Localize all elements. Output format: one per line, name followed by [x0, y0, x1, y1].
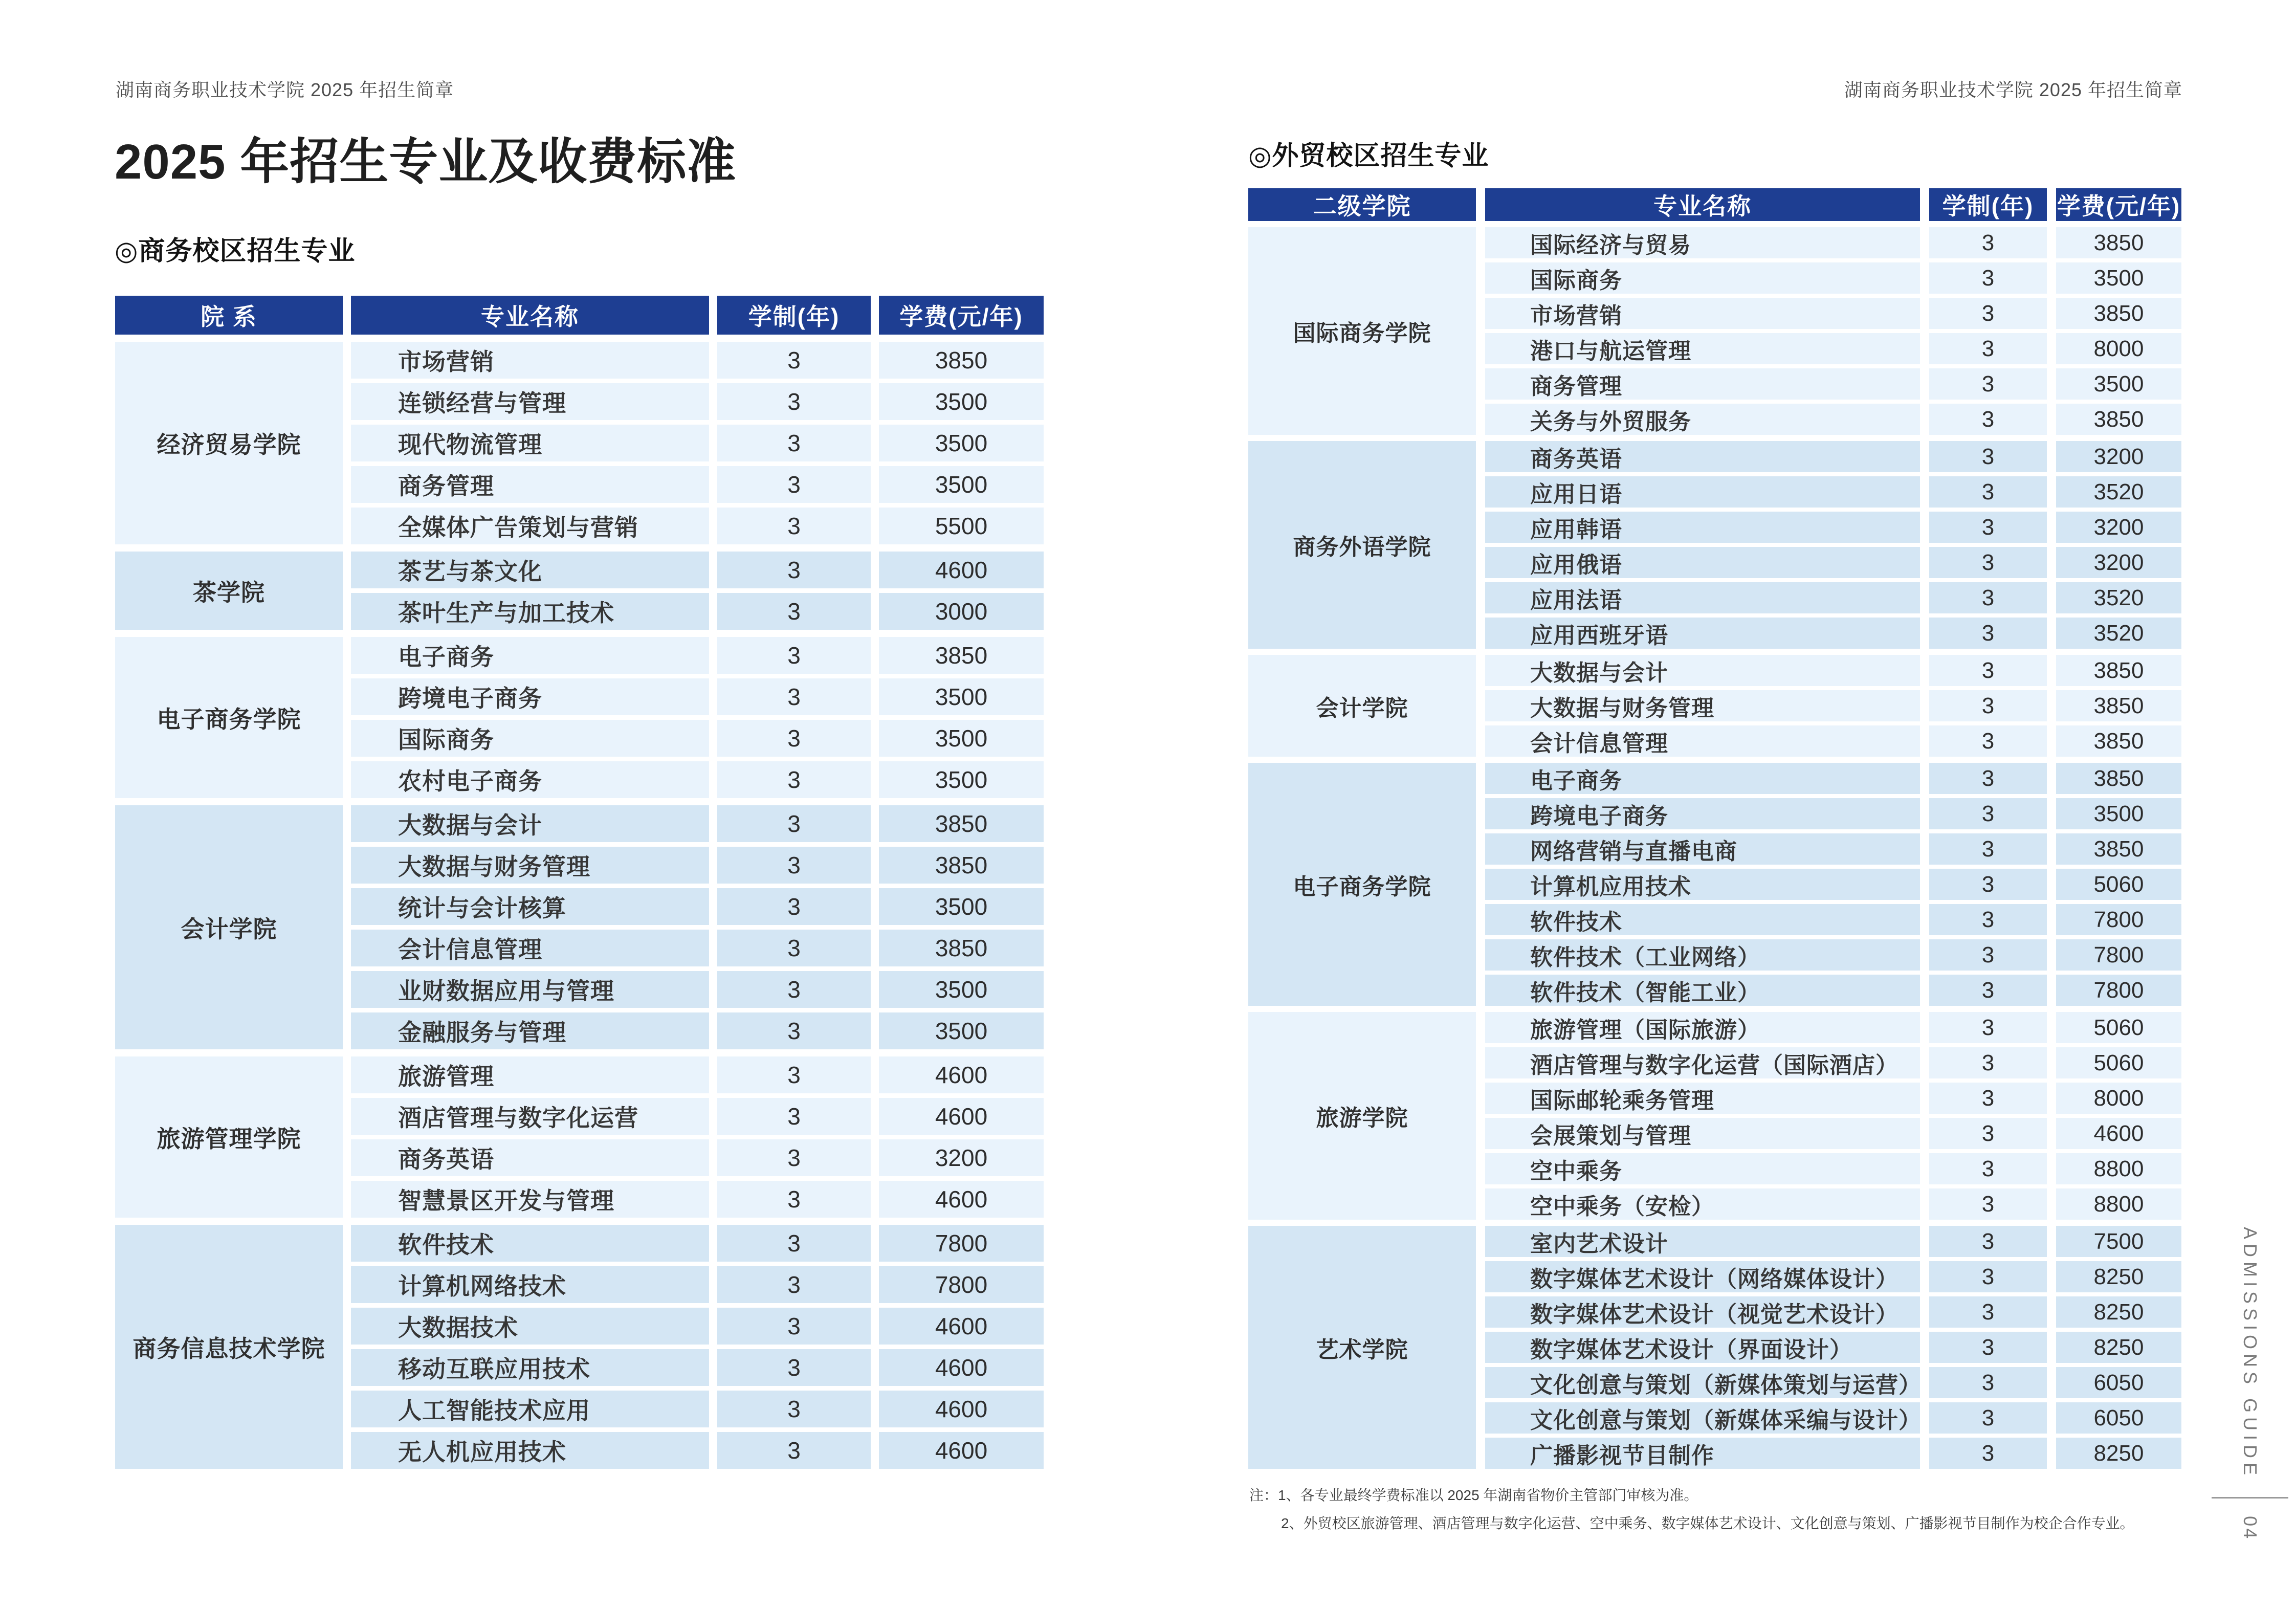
fee-cell: 8250 — [2056, 1332, 2181, 1363]
fee-cell: 7800 — [2056, 939, 2181, 971]
column-header: 学制(年) — [1929, 188, 2047, 221]
table-header-row — [115, 296, 1044, 335]
years-cell: 3 — [717, 1349, 871, 1386]
college-group — [1248, 1226, 2181, 1469]
college-cell: 电子商务学院 — [115, 637, 343, 798]
years-cell: 3 — [1929, 904, 2047, 935]
fee-cell: 3850 — [2056, 690, 2181, 721]
fee-cell: 3000 — [879, 593, 1044, 630]
college-group — [1248, 1012, 2181, 1220]
fee-cell: 5060 — [2056, 1012, 2181, 1043]
college-group — [115, 342, 1044, 544]
fee-cell: 3850 — [2056, 655, 2181, 686]
years-cell: 3 — [717, 888, 871, 925]
major-name-cell: 茶叶生产与加工技术 — [351, 593, 709, 630]
footnote-1: 注：1、各专业最终学费标准以 2025 年湖南省物价主管部门审核为准。 — [1249, 1487, 1698, 1503]
years-cell: 3 — [717, 1432, 871, 1469]
years-cell: 3 — [1929, 333, 2047, 364]
years-cell: 3 — [1929, 1188, 2047, 1220]
major-name-cell: 数字媒体艺术设计（网络媒体设计） — [1485, 1261, 1920, 1292]
fee-cell: 3500 — [879, 888, 1044, 925]
business-campus-fee-table — [115, 296, 1044, 1469]
major-name-cell: 金融服务与管理 — [351, 1012, 709, 1049]
major-name-cell: 会展策划与管理 — [1485, 1118, 1920, 1149]
major-name-cell: 应用法语 — [1485, 582, 1920, 613]
major-name-cell: 会计信息管理 — [351, 930, 709, 966]
fee-cell: 4600 — [879, 1432, 1044, 1469]
fee-cell: 3200 — [2056, 441, 2181, 472]
college-group — [115, 552, 1044, 630]
years-cell: 3 — [717, 1056, 871, 1093]
major-name-cell: 软件技术（工业网络） — [1485, 939, 1920, 971]
major-name-cell: 大数据与会计 — [351, 805, 709, 842]
major-name-cell: 国际经济与贸易 — [1485, 227, 1920, 258]
years-cell: 3 — [1929, 618, 2047, 649]
major-name-cell: 空中乘务（安检） — [1485, 1188, 1920, 1220]
fee-cell: 7500 — [2056, 1226, 2181, 1257]
college-cell: 电子商务学院 — [1248, 763, 1476, 1006]
major-name-cell: 全媒体广告策划与营销 — [351, 508, 709, 544]
years-cell: 3 — [717, 971, 871, 1008]
foreign-trade-campus-fee-table — [1248, 188, 2181, 1469]
college-group — [115, 805, 1044, 1049]
fee-cell: 6050 — [2056, 1402, 2181, 1434]
fee-cell: 3500 — [879, 1012, 1044, 1049]
major-name-cell: 智慧景区开发与管理 — [351, 1181, 709, 1218]
page-edge-rail — [2228, 1227, 2271, 1608]
college-cell: 商务信息技术学院 — [115, 1225, 343, 1469]
major-name-cell: 跨境电子商务 — [1485, 798, 1920, 829]
years-cell: 3 — [717, 342, 871, 379]
fee-cell: 3850 — [2056, 763, 2181, 794]
major-name-cell: 软件技术（智能工业） — [1485, 975, 1920, 1006]
major-name-cell: 空中乘务 — [1485, 1153, 1920, 1184]
fee-cell: 7800 — [879, 1266, 1044, 1303]
major-name-cell: 市场营销 — [351, 342, 709, 379]
fee-cell: 8250 — [2056, 1296, 2181, 1328]
years-cell: 3 — [1929, 512, 2047, 543]
years-cell: 3 — [1929, 1083, 2047, 1114]
years-cell: 3 — [1929, 368, 2047, 400]
college-group — [115, 1056, 1044, 1218]
fee-cell: 3520 — [2056, 618, 2181, 649]
years-cell: 3 — [1929, 763, 2047, 794]
major-name-cell: 国际商务 — [1485, 262, 1920, 294]
column-header: 学费(元/年) — [879, 296, 1044, 335]
years-cell: 3 — [1929, 655, 2047, 686]
years-cell: 3 — [717, 1012, 871, 1049]
fee-cell: 7800 — [2056, 904, 2181, 935]
fee-cell: 5500 — [879, 508, 1044, 544]
years-cell: 3 — [1929, 1153, 2047, 1184]
fee-cell: 3500 — [879, 761, 1044, 798]
years-cell: 3 — [1929, 1226, 2047, 1257]
years-cell: 3 — [717, 508, 871, 544]
page-number: 04 — [2240, 1516, 2261, 1541]
fee-cell: 3850 — [2056, 227, 2181, 258]
column-header: 专业名称 — [351, 296, 709, 335]
running-header-right: 湖南商务职业技术学院 2025 年招生简章 — [1844, 79, 2182, 100]
years-cell: 3 — [717, 466, 871, 503]
major-name-cell: 统计与会计核算 — [351, 888, 709, 925]
fee-cell: 3500 — [879, 383, 1044, 420]
fee-cell: 3850 — [2056, 725, 2181, 757]
major-name-cell: 广播影视节目制作 — [1485, 1438, 1920, 1469]
years-cell: 3 — [1929, 227, 2047, 258]
major-name-cell: 港口与航运管理 — [1485, 333, 1920, 364]
major-name-cell: 计算机应用技术 — [1485, 869, 1920, 900]
major-name-cell: 酒店管理与数字化运营 — [351, 1098, 709, 1135]
fee-cell: 3850 — [879, 847, 1044, 884]
major-name-cell: 文化创意与策划（新媒体采编与设计） — [1485, 1402, 1920, 1434]
major-name-cell: 大数据技术 — [351, 1308, 709, 1345]
fee-cell: 4600 — [879, 1391, 1044, 1427]
major-name-cell: 应用韩语 — [1485, 512, 1920, 543]
major-name-cell: 大数据与财务管理 — [351, 847, 709, 884]
years-cell: 3 — [1929, 298, 2047, 329]
college-group — [115, 1225, 1044, 1469]
fee-cell: 3500 — [879, 678, 1044, 715]
major-name-cell: 市场营销 — [1485, 298, 1920, 329]
major-name-cell: 业财数据应用与管理 — [351, 971, 709, 1008]
major-name-cell: 茶艺与茶文化 — [351, 552, 709, 588]
fee-cell: 3500 — [2056, 262, 2181, 294]
fee-cell: 3850 — [879, 805, 1044, 842]
fee-cell: 4600 — [879, 1098, 1044, 1135]
years-cell: 3 — [717, 805, 871, 842]
business-campus-subtitle: ◎商务校区招生专业 — [115, 236, 356, 266]
years-cell: 3 — [717, 1225, 871, 1262]
fee-cell: 3500 — [879, 466, 1044, 503]
major-name-cell: 现代物流管理 — [351, 425, 709, 461]
fee-cell: 3500 — [879, 425, 1044, 461]
major-name-cell: 计算机网络技术 — [351, 1266, 709, 1303]
fee-cell: 4600 — [879, 1349, 1044, 1386]
years-cell: 3 — [1929, 1332, 2047, 1363]
major-name-cell: 人工智能技术应用 — [351, 1391, 709, 1427]
major-name-cell: 会计信息管理 — [1485, 725, 1920, 757]
years-cell: 3 — [717, 1308, 871, 1345]
college-group — [115, 637, 1044, 798]
column-header: 学制(年) — [717, 296, 871, 335]
fee-cell: 3500 — [879, 971, 1044, 1008]
years-cell: 3 — [1929, 1296, 2047, 1328]
college-cell: 会计学院 — [1248, 655, 1476, 757]
column-header: 院 系 — [115, 296, 343, 335]
years-cell: 3 — [1929, 725, 2047, 757]
table-header-row — [1248, 188, 2181, 221]
running-header-left: 湖南商务职业技术学院 2025 年招生简章 — [116, 79, 454, 100]
college-cell: 茶学院 — [115, 552, 343, 630]
fee-cell: 3520 — [2056, 582, 2181, 613]
foreign-trade-campus-subtitle: ◎外贸校区招生专业 — [1248, 141, 1489, 171]
admissions-guide-vertical-label: ADMISSIONS GUIDE — [2240, 1227, 2261, 1480]
fee-cell: 8250 — [2056, 1438, 2181, 1469]
years-cell: 3 — [1929, 262, 2047, 294]
major-name-cell: 文化创意与策划（新媒体策划与运营） — [1485, 1367, 1920, 1398]
years-cell: 3 — [1929, 833, 2047, 865]
fee-cell: 4600 — [879, 1181, 1044, 1218]
years-cell: 3 — [717, 593, 871, 630]
years-cell: 3 — [717, 1266, 871, 1303]
major-name-cell: 应用俄语 — [1485, 547, 1920, 578]
years-cell: 3 — [717, 1181, 871, 1218]
fee-cell: 8250 — [2056, 1261, 2181, 1292]
fee-cell: 3850 — [879, 637, 1044, 674]
column-header: 学费(元/年) — [2056, 188, 2181, 221]
years-cell: 3 — [717, 930, 871, 966]
years-cell: 3 — [1929, 975, 2047, 1006]
column-header: 专业名称 — [1485, 188, 1920, 221]
major-name-cell: 大数据与财务管理 — [1485, 690, 1920, 721]
fee-cell: 3850 — [879, 930, 1044, 966]
major-name-cell: 数字媒体艺术设计（界面设计） — [1485, 1332, 1920, 1363]
major-name-cell: 商务英语 — [1485, 441, 1920, 472]
major-name-cell: 大数据与会计 — [1485, 655, 1920, 686]
fee-cell: 5060 — [2056, 869, 2181, 900]
years-cell: 3 — [1929, 690, 2047, 721]
years-cell: 3 — [1929, 1012, 2047, 1043]
years-cell: 3 — [717, 720, 871, 757]
fee-cell: 8000 — [2056, 333, 2181, 364]
major-name-cell: 电子商务 — [1485, 763, 1920, 794]
years-cell: 3 — [1929, 1261, 2047, 1292]
years-cell: 3 — [717, 637, 871, 674]
major-name-cell: 应用西班牙语 — [1485, 618, 1920, 649]
fee-cell: 7800 — [879, 1225, 1044, 1262]
years-cell: 3 — [717, 678, 871, 715]
fee-cell: 4600 — [879, 1056, 1044, 1093]
years-cell: 3 — [717, 425, 871, 461]
years-cell: 3 — [717, 847, 871, 884]
major-name-cell: 农村电子商务 — [351, 761, 709, 798]
footnote-2: 2、外贸校区旅游管理、酒店管理与数字化运营、空中乘务、数字媒体艺术设计、文化创意与策划、广播影视节目制作为校企合作专业。 — [1281, 1515, 2134, 1531]
major-name-cell: 软件技术 — [351, 1225, 709, 1262]
fee-cell: 3500 — [2056, 368, 2181, 400]
college-group — [1248, 441, 2181, 649]
footnotes — [1249, 1482, 2134, 1537]
fee-cell: 8000 — [2056, 1083, 2181, 1114]
years-cell: 3 — [1929, 404, 2047, 435]
college-group — [1248, 655, 2181, 757]
fee-cell: 3850 — [2056, 833, 2181, 865]
fee-cell: 3200 — [2056, 512, 2181, 543]
fee-cell: 8800 — [2056, 1188, 2181, 1220]
major-name-cell: 国际商务 — [351, 720, 709, 757]
college-cell: 艺术学院 — [1248, 1226, 1476, 1469]
years-cell: 3 — [717, 761, 871, 798]
college-group — [1248, 763, 2181, 1006]
fee-cell: 4600 — [879, 552, 1044, 588]
fee-cell: 3200 — [879, 1139, 1044, 1176]
major-name-cell: 移动互联应用技术 — [351, 1349, 709, 1386]
major-name-cell: 商务英语 — [351, 1139, 709, 1176]
major-name-cell: 无人机应用技术 — [351, 1432, 709, 1469]
major-name-cell: 连锁经营与管理 — [351, 383, 709, 420]
major-name-cell: 跨境电子商务 — [351, 678, 709, 715]
major-name-cell: 旅游管理（国际旅游） — [1485, 1012, 1920, 1043]
years-cell: 3 — [1929, 1047, 2047, 1078]
years-cell: 3 — [1929, 1438, 2047, 1469]
page-title: 2025 年招生专业及收费标准 — [115, 135, 737, 189]
college-cell: 经济贸易学院 — [115, 342, 343, 544]
fee-cell: 3500 — [879, 720, 1044, 757]
fee-cell: 3850 — [2056, 404, 2181, 435]
fee-cell: 4600 — [879, 1308, 1044, 1345]
fee-cell: 3850 — [879, 342, 1044, 379]
fee-cell: 7800 — [2056, 975, 2181, 1006]
rail-divider-line — [2212, 1497, 2288, 1499]
college-cell: 旅游学院 — [1248, 1012, 1476, 1220]
major-name-cell: 商务管理 — [351, 466, 709, 503]
years-cell: 3 — [1929, 939, 2047, 971]
years-cell: 3 — [1929, 582, 2047, 613]
years-cell: 3 — [1929, 476, 2047, 508]
major-name-cell: 应用日语 — [1485, 476, 1920, 508]
years-cell: 3 — [1929, 1402, 2047, 1434]
years-cell: 3 — [1929, 1118, 2047, 1149]
years-cell: 3 — [717, 383, 871, 420]
college-cell: 国际商务学院 — [1248, 227, 1476, 435]
fee-cell: 6050 — [2056, 1367, 2181, 1398]
fee-cell: 5060 — [2056, 1047, 2181, 1078]
years-cell: 3 — [1929, 441, 2047, 472]
college-cell: 商务外语学院 — [1248, 441, 1476, 649]
college-cell: 旅游管理学院 — [115, 1056, 343, 1218]
years-cell: 3 — [1929, 547, 2047, 578]
years-cell: 3 — [1929, 869, 2047, 900]
years-cell: 3 — [717, 1391, 871, 1427]
fee-cell: 3850 — [2056, 298, 2181, 329]
years-cell: 3 — [1929, 1367, 2047, 1398]
major-name-cell: 商务管理 — [1485, 368, 1920, 400]
major-name-cell: 关务与外贸服务 — [1485, 404, 1920, 435]
major-name-cell: 电子商务 — [351, 637, 709, 674]
fee-cell: 3520 — [2056, 476, 2181, 508]
major-name-cell: 数字媒体艺术设计（视觉艺术设计） — [1485, 1296, 1920, 1328]
major-name-cell: 旅游管理 — [351, 1056, 709, 1093]
fee-cell: 8800 — [2056, 1153, 2181, 1184]
major-name-cell: 酒店管理与数字化运营（国际酒店） — [1485, 1047, 1920, 1078]
fee-cell: 4600 — [2056, 1118, 2181, 1149]
years-cell: 3 — [717, 1139, 871, 1176]
major-name-cell: 软件技术 — [1485, 904, 1920, 935]
fee-cell: 3500 — [2056, 798, 2181, 829]
major-name-cell: 网络营销与直播电商 — [1485, 833, 1920, 865]
years-cell: 3 — [1929, 798, 2047, 829]
years-cell: 3 — [717, 552, 871, 588]
years-cell: 3 — [717, 1098, 871, 1135]
fee-cell: 3200 — [2056, 547, 2181, 578]
column-header: 二级学院 — [1248, 188, 1476, 221]
major-name-cell: 国际邮轮乘务管理 — [1485, 1083, 1920, 1114]
major-name-cell: 室内艺术设计 — [1485, 1226, 1920, 1257]
college-cell: 会计学院 — [115, 805, 343, 1049]
college-group — [1248, 227, 2181, 435]
